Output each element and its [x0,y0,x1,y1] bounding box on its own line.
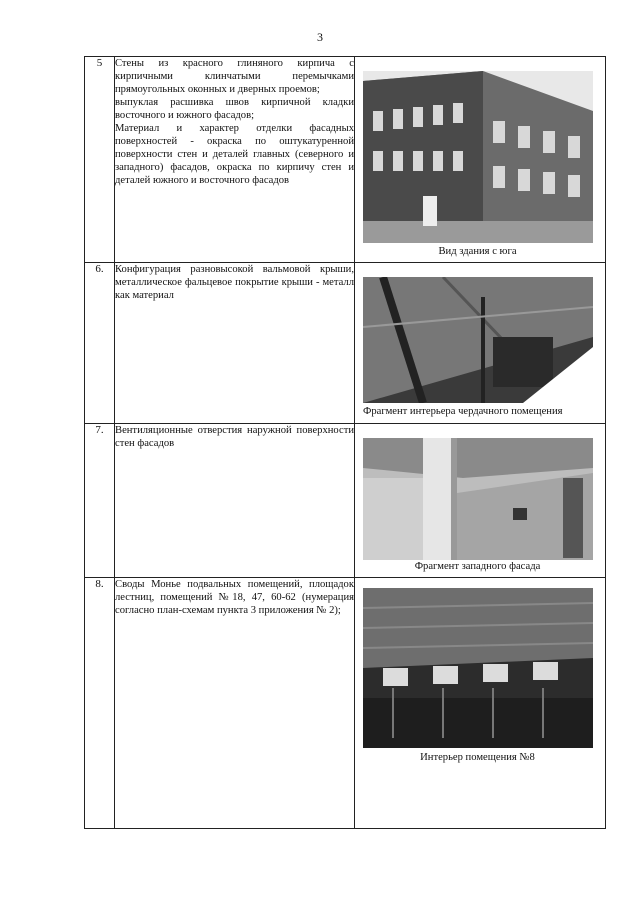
row-number: 6. [85,263,115,424]
photo-caption: Интерьер помещения №8 [420,752,535,763]
table-row [85,263,606,424]
table-row [85,578,606,829]
building-south-photo [363,71,593,243]
row-number: 8. [85,578,115,829]
row-description: Своды Монье подвальных помещений, площадок лестниц, помещений №18, 47, 60-62 (нумерация согласно план-схемам пункта 3 приложения № 2); [115,578,355,829]
photo-caption: Вид здания с юга [438,246,517,257]
room-8-interior-photo [363,588,593,748]
table-row [85,57,606,263]
row-number: 7. [85,424,115,578]
row-description: Стены из красного глиняного кирпича с кирпичными клинчатыми перемычками прямоугольных оконных и дверных проемов; выпуклая расшивка швов кирпичной кладки восточного и южного фасадов; Материал и характер отделки фасадных поверхностей - окраска по оштукатуренной поверхности стен и деталей главных (северного и западного) фасадов, окраска по кирпичу стен и деталей южного и восточного фасадов [115,57,355,263]
photo-caption: Фрагмент интерьера чердачного помещения [363,406,563,417]
heritage-elements-table [84,56,606,829]
attic-interior-photo [363,277,593,403]
row-description: Конфигурация разновысокой вальмовой крыши, металлическое фальцевое покрытие крыши - металл как материал [115,263,355,424]
table-row [85,424,606,578]
row-number: 5 [85,57,115,263]
row-description: Вентиляционные отверстия наружной поверхности стен фасадов [115,424,355,578]
west-facade-photo [363,438,593,560]
photo-caption: Фрагмент западного фасада [414,561,541,572]
page-number: 3 [317,30,323,44]
